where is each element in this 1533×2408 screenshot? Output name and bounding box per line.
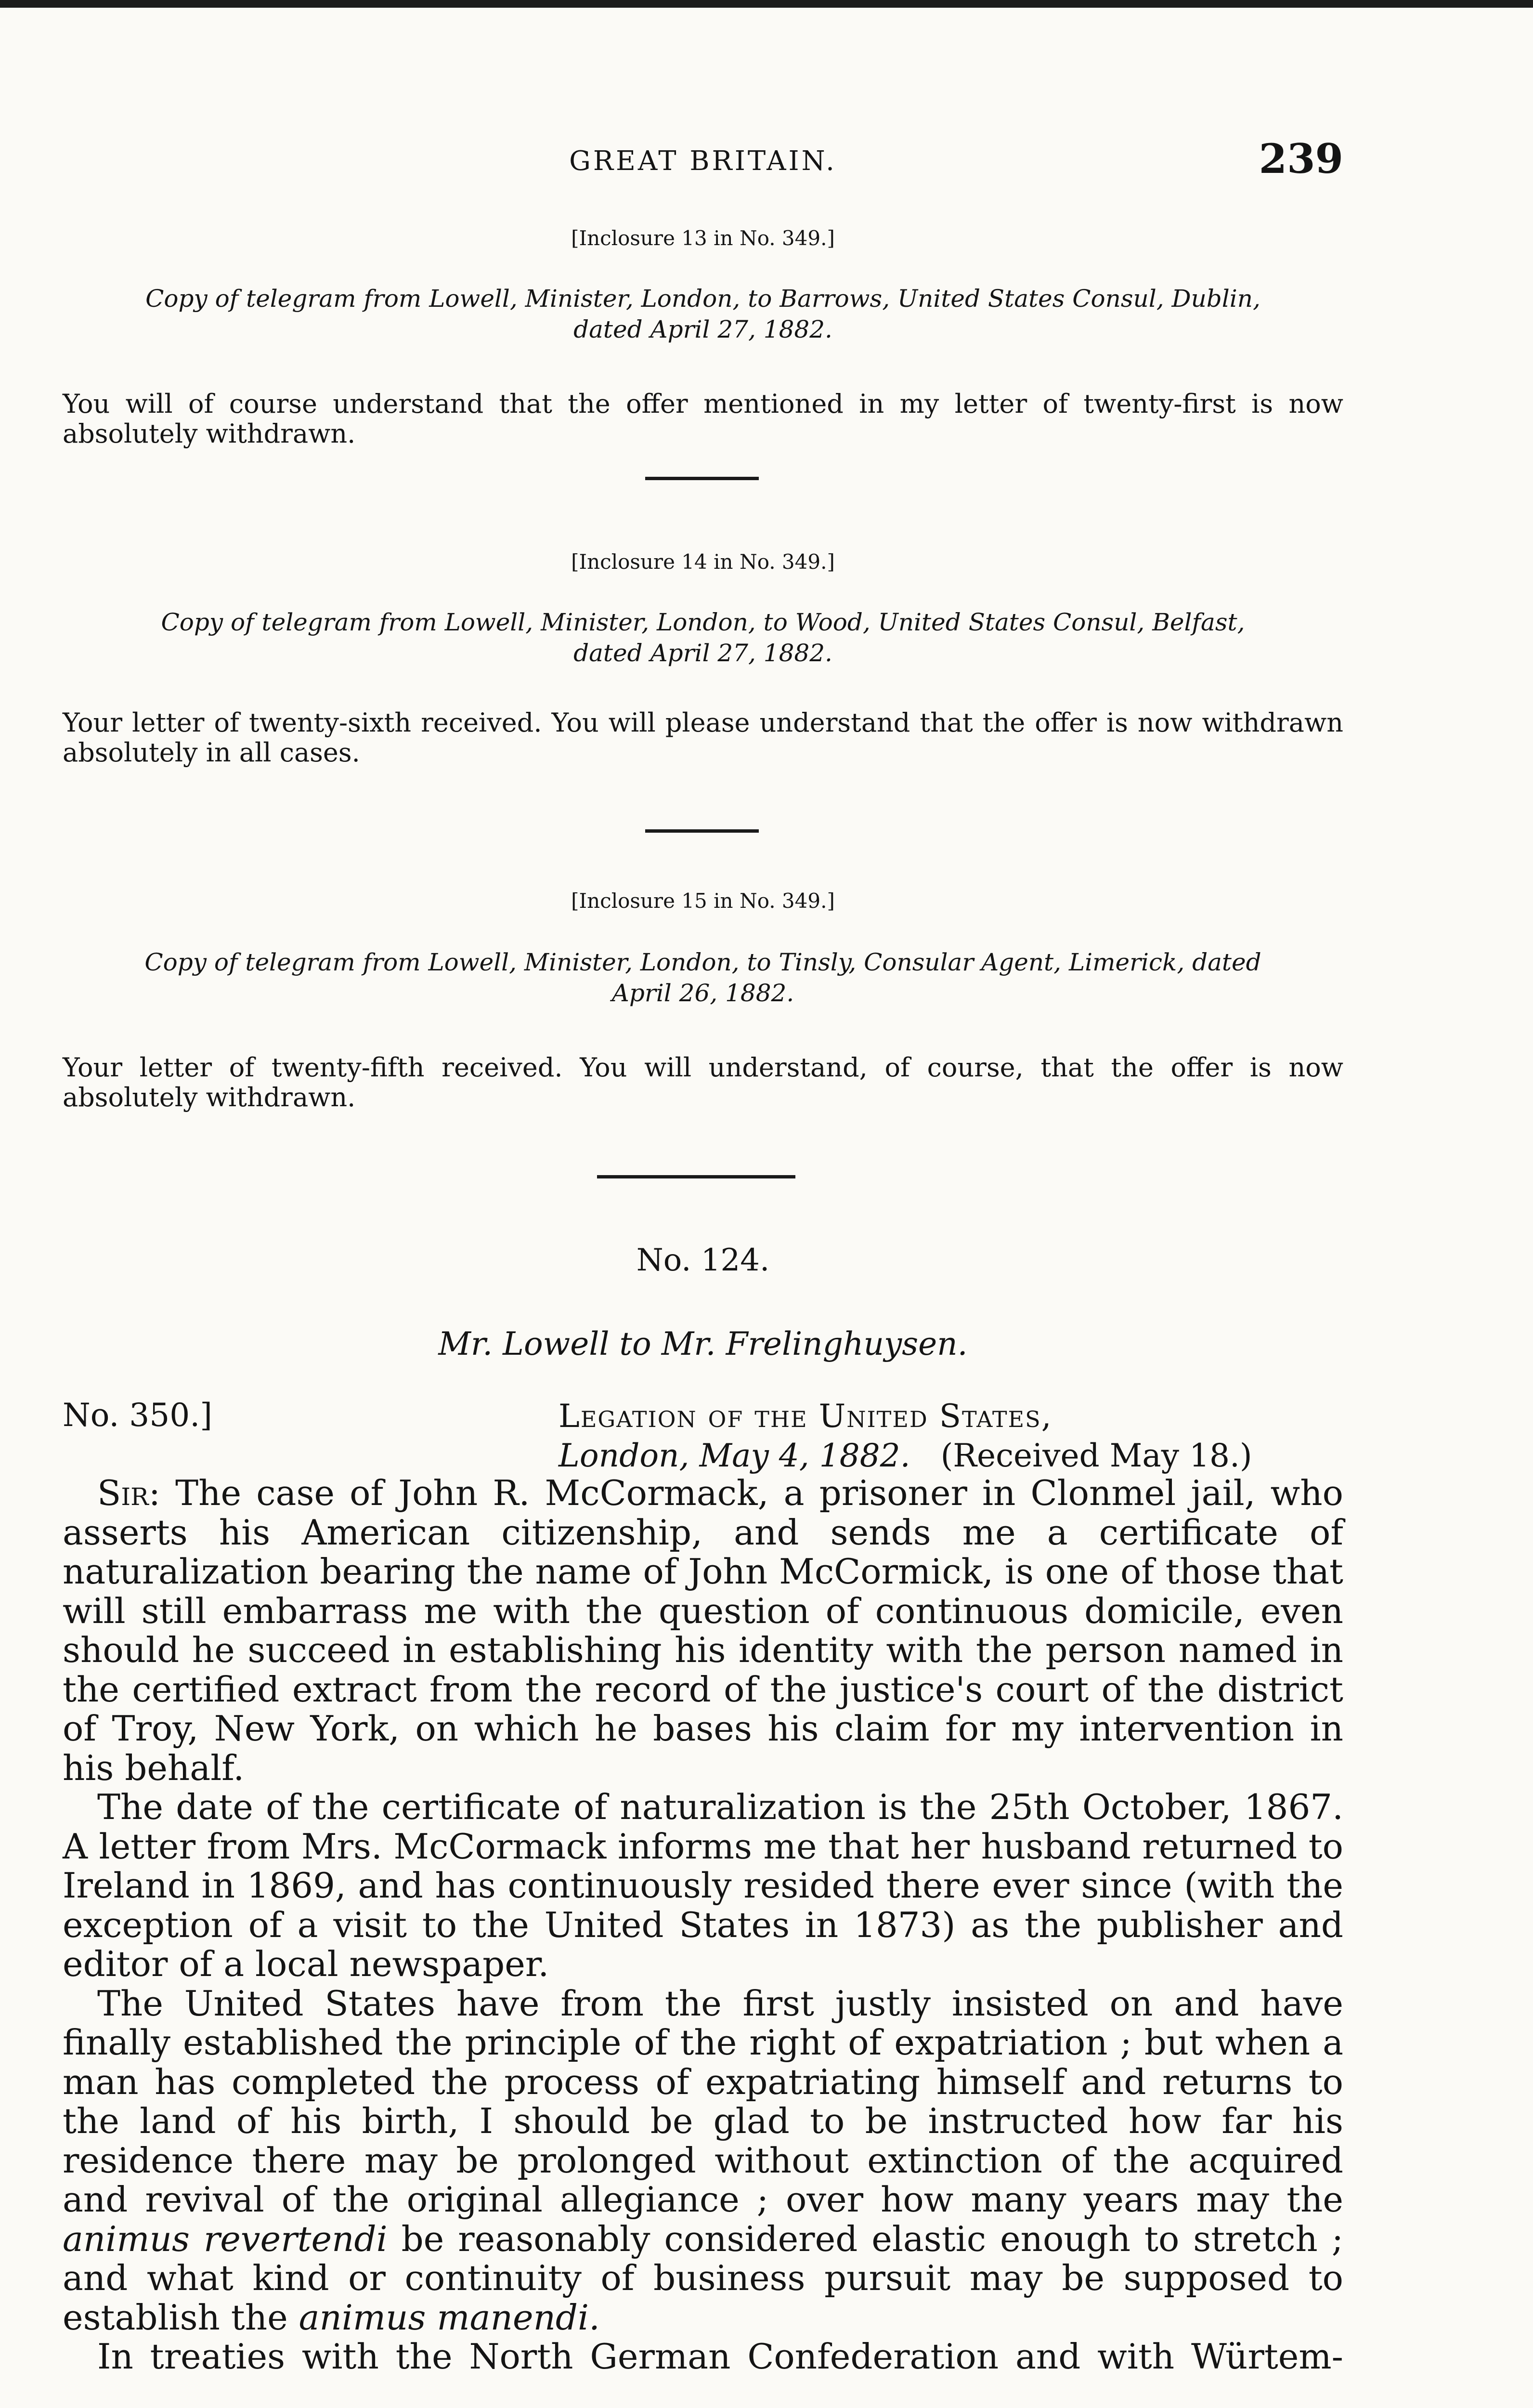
- inclosure-14-label: [Inclosure 14 in No. 349.]: [571, 550, 835, 574]
- running-head: [63, 135, 1343, 188]
- page-number: 239: [1259, 135, 1343, 183]
- inclosure-15-caption: [63, 947, 1343, 1008]
- paragraph-1: [63, 1474, 1343, 1788]
- paragraph-2: The date of the certificate of naturalization is the 25th October, 1867. A letter from Mrs. McCormack informs me that her husband returned to Ireland in 1869, and has continuously resided there ever since (with the exception of a visit to the United States in 1873) as the publisher and editor of a local newspaper.: [63, 1787, 1343, 1984]
- inclosure-13-caption: [63, 283, 1343, 345]
- inclosure-15-label: [Inclosure 15 in No. 349.]: [571, 889, 835, 913]
- salutation: Sir:: [97, 1473, 160, 1513]
- inclosure-13-caption-line2: dated April 27, 1882.: [573, 315, 832, 343]
- inclosure-14-text: Your letter of twenty-sixth received. You will please understand that the offer is now withdrawn absolutely in all cases.: [63, 707, 1343, 768]
- legation-date-line: [559, 1436, 1343, 1476]
- document-divider: [597, 1175, 795, 1178]
- section-divider: [645, 829, 759, 833]
- inclosure-15-caption-line2: April 26, 1882.: [611, 979, 794, 1007]
- inclosure-13-caption-line1: Copy of telegram from Lowell, Minister, London, to Barrows, United States Consul, Dublin,: [145, 285, 1260, 313]
- place-date: London, May 4, 1882.: [559, 1437, 910, 1474]
- paragraph-3: [63, 1984, 1343, 2338]
- legation-heading: [559, 1397, 1343, 1476]
- section-divider: [645, 477, 759, 480]
- page: [63, 0, 1343, 2408]
- latin-term-revertendi: animus revertendi: [63, 2218, 388, 2259]
- latin-term-manendi: animus manendi.: [299, 2297, 600, 2338]
- letter-body: [63, 1474, 1343, 2377]
- received-note: (Received May 18.): [940, 1437, 1252, 1474]
- paragraph-3-part2: be reasonably considered elastic enough to stretch ; and what kind or continuity of business pursuit may be supposed to establish the: [63, 2218, 1343, 2338]
- letter-number: No. 350.]: [63, 1397, 212, 1434]
- inclosure-15-text: Your letter of twenty-fifth received. You will understand, of course, that the offer is now absolutely withdrawn.: [63, 1052, 1343, 1112]
- document-title: Mr. Lowell to Mr. Frelinghuysen.: [438, 1325, 968, 1362]
- running-title: GREAT BRITAIN.: [569, 145, 837, 177]
- inclosure-14-caption-line1: Copy of telegram from Lowell, Minister, London, to Wood, United States Consul, Belfast,: [161, 608, 1245, 636]
- inclosure-13-text: You will of course understand that the offer mentioned in my letter of twenty-first is now absolutely withdrawn.: [63, 389, 1343, 449]
- inclosure-13-label: [Inclosure 13 in No. 349.]: [571, 226, 835, 250]
- paragraph-3-part1: The United States have from the first justly insisted on and have finally established the principle of the right of expatriation ; but when a man has completed the process of expatriating himself and returns to the land of his birth, I should be glad to be instructed how far his residence there may be prolonged without extinction of the acquired and revival of the original allegiance ; over how many years may the: [63, 1983, 1343, 2220]
- paragraph-4: In treaties with the North German Confederation and with Würtem-: [97, 2336, 1343, 2377]
- inclosure-15-caption-line1: Copy of telegram from Lowell, Minister, London, to Tinsly, Consular Agent, Limerick, dated: [144, 948, 1261, 976]
- paragraph-1-text: The case of John R. McCormack, a prisoner in Clonmel jail, who asserts his American citizenship, and sends me a certificate of naturalization bearing the name of John McCormick, is one of those that will still embarrass me with the question of continuous domicile, even should he succeed in establishing his identity with the person named in the certified extract from the record of the justice's court of the district of Troy, New York, on which he bases his claim for my intervention in his behalf.: [63, 1473, 1343, 1788]
- inclosure-14-caption: [63, 607, 1343, 668]
- document-number: No. 124.: [636, 1243, 770, 1278]
- legation-line: Legation of the United States,: [559, 1398, 1052, 1435]
- inclosure-14-caption-line2: dated April 27, 1882.: [573, 639, 832, 667]
